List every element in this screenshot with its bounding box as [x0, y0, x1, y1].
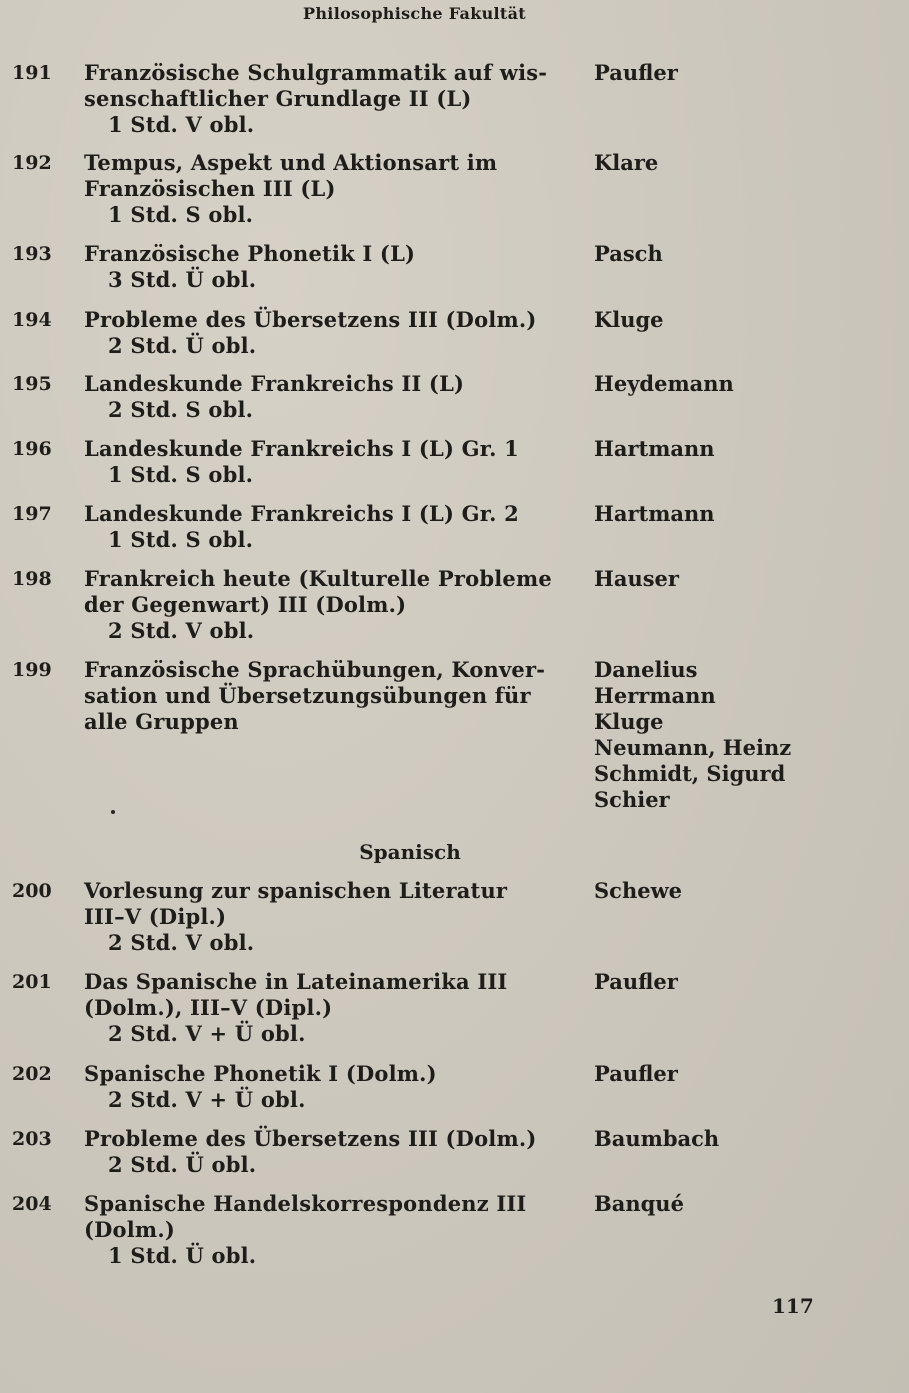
course-title-line: Spanische Handelskorrespondenz III	[84, 1191, 527, 1216]
course-number: 203	[12, 1128, 52, 1150]
course-hours: 3 Std. Ü obl.	[108, 267, 257, 292]
course-title-line: Französische Schulgrammatik auf wis-	[84, 60, 548, 85]
lecturer-name: Schier	[594, 787, 670, 812]
course-hours: 1 Std. S obl.	[108, 202, 254, 227]
course-lecturers	[594, 150, 894, 176]
course-title	[84, 501, 554, 553]
course-title	[84, 1126, 554, 1178]
course-title	[84, 150, 554, 228]
course-number: 195	[12, 373, 52, 395]
lecturer-name: Kluge	[594, 307, 664, 332]
course-title-line: Französischen III (L)	[84, 176, 336, 201]
page-number: 117	[772, 1294, 814, 1318]
course-hours: 2 Std. Ü obl.	[108, 1152, 257, 1177]
course-hours: 2 Std. V obl.	[108, 930, 255, 955]
course-title	[84, 878, 554, 956]
course-title	[84, 657, 554, 735]
course-lecturers	[594, 1191, 894, 1217]
course-hours: 1 Std. S obl.	[108, 462, 254, 487]
lecturer-name: Heydemann	[594, 371, 734, 396]
lecturer-name: Pasch	[594, 241, 663, 266]
course-title	[84, 1191, 554, 1269]
course-title-line: Das Spanische in Lateinamerika III	[84, 969, 508, 994]
course-hours: 1 Std. Ü obl.	[108, 1243, 257, 1268]
section-heading-spanish: Spanisch	[359, 840, 461, 864]
lecturer-name: Hartmann	[594, 436, 715, 461]
course-number: 197	[12, 503, 52, 525]
course-hours: 1 Std. S obl.	[108, 527, 254, 552]
course-title	[84, 241, 554, 293]
course-number: 194	[12, 309, 52, 331]
page-header: Philosophische Fakultät	[303, 4, 526, 23]
course-number: 200	[12, 880, 52, 902]
course-title-line: III–V (Dipl.)	[84, 904, 227, 929]
course-title-line: (Dolm.), III–V (Dipl.)	[84, 995, 333, 1020]
course-lecturers	[594, 1061, 894, 1087]
lecturer-name: Kluge	[594, 709, 664, 734]
course-title-line: Vorlesung zur spanischen Literatur	[84, 878, 508, 903]
course-hours: 2 Std. Ü obl.	[108, 333, 257, 358]
course-lecturers	[594, 878, 894, 904]
lecturer-name: Paufler	[594, 1061, 678, 1086]
course-title	[84, 436, 554, 488]
course-number: 191	[12, 62, 52, 84]
lecturer-name: Banqué	[594, 1191, 684, 1216]
course-lecturers	[594, 307, 894, 333]
course-number: 196	[12, 438, 52, 460]
course-title-line: Französische Sprachübungen, Konver-	[84, 657, 546, 682]
course-lecturers	[594, 436, 894, 462]
course-title	[84, 60, 554, 138]
course-number: 198	[12, 568, 52, 590]
course-lecturers	[594, 501, 894, 527]
course-lecturers	[594, 241, 894, 267]
course-title-line: alle Gruppen	[84, 709, 239, 734]
lecturer-name: Hauser	[594, 566, 679, 591]
lecturer-name: Hartmann	[594, 501, 715, 526]
course-hours: 2 Std. V + Ü obl.	[108, 1021, 306, 1046]
course-title-line: Französische Phonetik I (L)	[84, 241, 416, 266]
course-hours: 2 Std. V obl.	[108, 618, 255, 643]
course-title	[84, 1061, 554, 1113]
course-title-line: Landeskunde Frankreichs I (L) Gr. 2	[84, 501, 519, 526]
lecturer-name: Herrmann	[594, 683, 716, 708]
lecturer-name: Danelius	[594, 657, 698, 682]
course-title-line: der Gegenwart) III (Dolm.)	[84, 592, 407, 617]
lecturer-name: Schewe	[594, 878, 683, 903]
course-title-line: Spanische Phonetik I (Dolm.)	[84, 1061, 437, 1086]
course-number: 193	[12, 243, 52, 265]
course-title-line: Landeskunde Frankreichs I (L) Gr. 1	[84, 436, 519, 461]
course-title	[84, 371, 554, 423]
course-hours: 2 Std. V + Ü obl.	[108, 1087, 306, 1112]
course-number: 199	[12, 659, 52, 681]
course-lecturers	[594, 566, 894, 592]
course-number: 192	[12, 152, 52, 174]
course-title-line: Landeskunde Frankreichs II (L)	[84, 371, 465, 396]
course-title	[84, 969, 554, 1047]
course-number: 201	[12, 971, 52, 993]
course-title-line: (Dolm.)	[84, 1217, 175, 1242]
course-number: 202	[12, 1063, 52, 1085]
course-lecturers	[594, 969, 894, 995]
course-title	[84, 566, 554, 644]
course-title-line: Tempus, Aspekt und Aktionsart im	[84, 150, 498, 175]
course-lecturers	[594, 60, 894, 86]
course-title-line: senschaftlicher Grundlage II (L)	[84, 86, 472, 111]
course-lecturers	[594, 657, 894, 813]
lecturer-name: Paufler	[594, 969, 678, 994]
lecturer-name: Klare	[594, 150, 659, 175]
lecturer-name: Paufler	[594, 60, 678, 85]
course-number: 204	[12, 1193, 52, 1215]
course-hours: 1 Std. V obl.	[108, 112, 255, 137]
course-hours: 2 Std. S obl.	[108, 397, 254, 422]
course-title-line: Probleme des Übersetzens III (Dolm.)	[84, 1126, 537, 1151]
course-title-line: Frankreich heute (Kulturelle Probleme	[84, 566, 552, 591]
course-lecturers	[594, 371, 894, 397]
course-lecturers	[594, 1126, 894, 1152]
lecturer-name: Neumann, Heinz	[594, 735, 792, 760]
course-title-line: sation und Übersetzungsübungen für	[84, 683, 531, 708]
print-speck	[111, 810, 115, 814]
course-title	[84, 307, 554, 359]
course-title-line: Probleme des Übersetzens III (Dolm.)	[84, 307, 537, 332]
lecturer-name: Baumbach	[594, 1126, 720, 1151]
lecturer-name: Schmidt, Sigurd	[594, 761, 786, 786]
